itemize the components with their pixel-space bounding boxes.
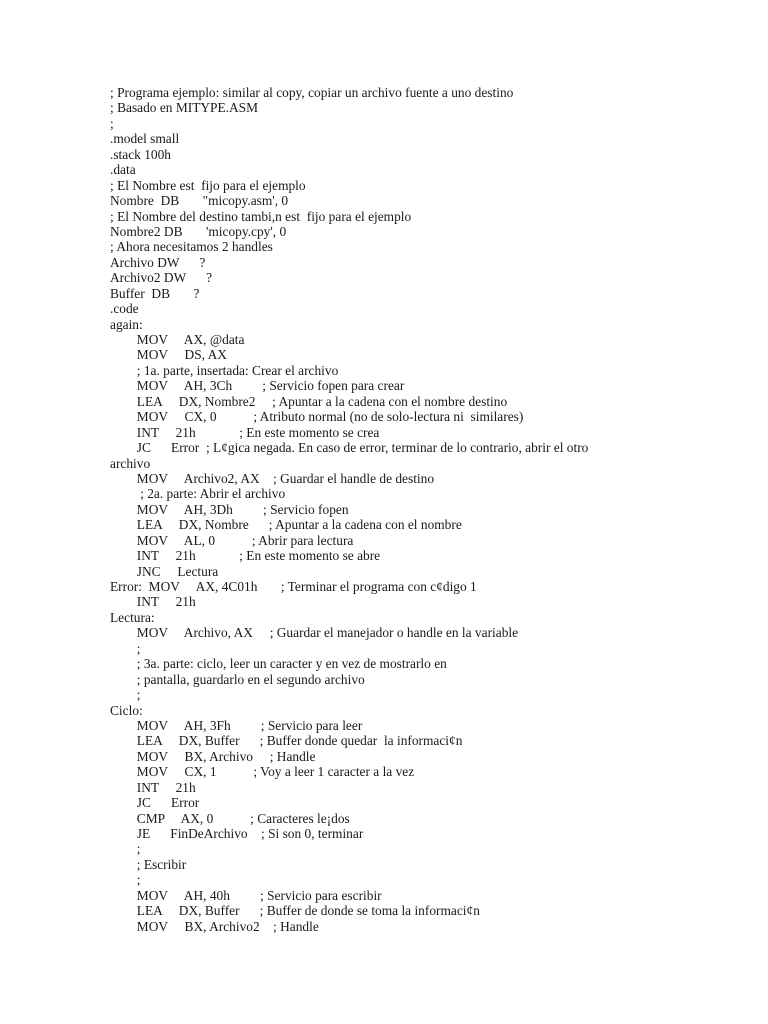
code-line: Archivo2 DW ? (110, 270, 213, 286)
code-line: Buffer DB ? (110, 285, 200, 301)
code-line: MOV DS, AX (110, 347, 227, 363)
code-line: ; (110, 872, 141, 888)
code-line: ; Basado en MITYPE.ASM (110, 100, 259, 116)
code-line: ; El Nombre del destino tambi,n est fijo para el ejemplo (110, 208, 412, 224)
code-line: again: (110, 316, 143, 332)
code-line: LEA DX, Nombre ; Apuntar a la cadena con el nombre (110, 517, 462, 533)
code-line: ; Ahora necesitamos 2 handles (110, 239, 273, 255)
code-line: ; (110, 115, 114, 131)
code-line: .model small (110, 131, 180, 147)
code-line: ; pantalla, guardarlo en el segundo archivo (110, 671, 365, 687)
code-line: MOV BX, Archivo ; Handle (110, 748, 316, 764)
code-line: JC Error ; L¢gica negada. En caso de error, terminar de lo contrario, abrir el otro (110, 440, 589, 456)
code-line: ; (110, 687, 141, 703)
code-line: Nombre2 DB 'micopy.cpy', 0 (110, 223, 287, 239)
code-line: JNC Lectura (110, 563, 219, 579)
code-line: LEA DX, Buffer ; Buffer donde quedar la informaci¢n (110, 733, 463, 749)
code-line: MOV AH, 3Fh ; Servicio para leer (110, 717, 363, 733)
code-line: MOV CX, 1 ; Voy a leer 1 caracter a la vez (110, 764, 415, 780)
code-line: ; Escribir (110, 856, 187, 872)
code-line: Lectura: (110, 609, 155, 625)
code-line: ; El Nombre est fijo para el ejemplo (110, 177, 306, 193)
code-line: MOV AH, 3Dh ; Servicio fopen (110, 501, 349, 517)
code-line: INT 21h ; En este momento se crea (110, 424, 380, 440)
code-line: Nombre DB "micopy.asm', 0 (110, 193, 289, 209)
code-line: MOV AH, 3Ch ; Servicio fopen para crear (110, 378, 405, 394)
code-line: INT 21h (110, 779, 196, 795)
code-line: MOV Archivo, AX ; Guardar el manejador o handle en la variable (110, 625, 519, 641)
code-line: ; 2a. parte: Abrir el archivo (110, 486, 286, 502)
code-line: ; Programa ejemplo: similar al copy, copiar un archivo fuente a uno destino (110, 85, 514, 100)
assembly-code-listing (110, 85, 730, 934)
code-line: .stack 100h (110, 146, 171, 162)
code-line: Error: MOV AX, 4C01h ; Terminar el programa con c¢digo 1 (110, 579, 477, 594)
code-line: MOV AH, 40h ; Servicio para escribir (110, 887, 382, 903)
code-line: MOV AL, 0 ; Abrir para lectura (110, 532, 354, 548)
code-line: LEA DX, Buffer ; Buffer de donde se toma la informaci¢n (110, 903, 480, 919)
code-line: MOV AX, @data (110, 332, 245, 347)
code-line: .code (110, 301, 139, 317)
code-line: Ciclo: (110, 702, 143, 718)
code-line: archivo (110, 455, 151, 471)
code-line: LEA DX, Nombre2 ; Apuntar a la cadena con el nombre destino (110, 393, 508, 409)
code-line: MOV Archivo2, AX ; Guardar el handle de destino (110, 470, 435, 486)
code-line: JC Error (110, 795, 200, 811)
code-line: ; (110, 640, 141, 656)
code-line: Archivo DW ? (110, 254, 206, 270)
code-line: ; 3a. parte: ciclo, leer un caracter y en vez de mostrarlo en (110, 656, 447, 672)
code-line: JE FinDeArchivo ; Si son 0, terminar (110, 826, 364, 841)
code-line: INT 21h (110, 594, 196, 610)
code-line: MOV BX, Archivo2 ; Handle (110, 918, 319, 934)
code-line: .data (110, 162, 136, 178)
code-line: INT 21h ; En este momento se abre (110, 548, 381, 564)
code-line: MOV CX, 0 ; Atributo normal (no de solo-lectura ni similares) (110, 409, 524, 425)
code-line: ; 1a. parte, insertada: Crear el archivo (110, 362, 339, 378)
code-line: CMP AX, 0 ; Caracteres le¡dos (110, 810, 350, 826)
code-line: ; (110, 841, 141, 857)
